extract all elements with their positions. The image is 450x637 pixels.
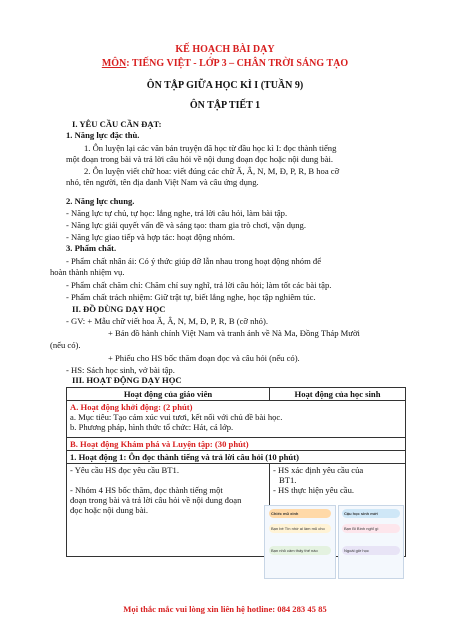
material-line-2: + Bản đồ hành chính Việt Nam và tranh ảnh về Nà Ma, Đồng Tháp Mười <box>108 328 360 338</box>
activity-a-cell <box>67 401 406 438</box>
material-line-5: - HS: Sách học sinh, vở bài tập. <box>66 365 175 375</box>
table-row <box>67 451 406 464</box>
subject-line <box>0 58 450 69</box>
material-line-3: (nếu có). <box>50 340 81 350</box>
student-line-2: BT1. <box>279 475 297 485</box>
material-line-4: + Phiếu cho HS bốc thăm đoạn đọc và câu hỏi (nếu có). <box>108 353 300 363</box>
right-caption: Cậu học sinh mới <box>342 509 400 518</box>
right-question-2: Ngoài giờ học <box>342 546 400 555</box>
subsection-general-competence: 2. Năng lực chung. <box>66 196 135 206</box>
section-activities: III. HOẠT ĐỘNG DẠY HỌC <box>72 375 182 385</box>
hotline-footer: Mọi thắc mắc vui lòng xin liên hệ hotline: 084 283 45 85 <box>123 604 327 614</box>
left-caption: Chiếc mũ xinh <box>269 509 331 518</box>
material-line-1: - GV: + Mẫu chữ viết hoa Ă, Â, N, M, Đ, P, R, B (cỡ nhỏ). <box>66 316 268 326</box>
subsection-specific-competence: 1. Năng lực đặc thù. <box>66 130 140 140</box>
activity-a-title: A. Hoạt động khởi động: (2 phút) <box>70 402 193 412</box>
section-materials: II. ĐỒ DÙNG DẠY HỌC <box>72 304 166 314</box>
student-line-3: - HS thực hiện yêu cầu. <box>273 485 355 495</box>
competence-line-2: - Năng lực giải quyết vấn đề và sáng tạo: tham gia trò chơi, vận dụng. <box>66 220 306 230</box>
left-question-2: Bạn nhỏ cảm thấy thế nào <box>269 546 331 555</box>
student-line-1: - HS xác định yêu cầu của <box>273 465 364 475</box>
activity-b-title: B. Hoạt động Khám phá và Luyện tập: (30 phút) <box>67 438 406 451</box>
col-teacher-header: Hoạt động của giáo viên <box>67 388 270 401</box>
lesson-title: ÔN TẬP TIẾT 1 <box>189 100 261 111</box>
quality-line-1: - Phẩm chất nhân ái: Có ý thức giúp đỡ lẫn nhau trong hoạt động nhóm để <box>66 256 322 266</box>
textbook-image-left <box>264 505 336 579</box>
teacher-line-4: đọc hoặc nội dung bài. <box>70 505 149 515</box>
activity-b1-title: 1. Hoạt động 1: Ôn đọc thành tiếng và trả lời câu hỏi (10 phút) <box>67 451 406 464</box>
teacher-activity-cell <box>67 464 270 557</box>
objective-line-3: 2. Ôn luyện viết chữ hoa: viết đúng các chữ Ă, Â, N, M, Đ, P, R, B hoa cỡ <box>84 166 340 176</box>
teacher-line-1: - Yêu cầu HS đọc yêu cầu BT1. <box>70 465 179 475</box>
textbook-image-right <box>338 505 404 579</box>
competence-line-3: - Năng lực giao tiếp và hợp tác: hoạt động nhóm. <box>66 232 235 242</box>
objective-line-2: một đoạn trong bài và trả lời câu hỏi về nội dung đoạn đọc hoặc nội dung bài. <box>66 154 334 164</box>
subsection-qualities: 3. Phẩm chất. <box>66 243 117 253</box>
table-row <box>67 401 406 438</box>
unit-title: ÔN TẬP GIỮA HỌC KÌ I (TUẦN 9) <box>146 80 304 91</box>
right-question-1: Bạn Bi Bình nghĩ gì <box>342 524 400 533</box>
objective-line-1: 1. Ôn luyện lại các văn bản truyện đã học từ đầu học kì I: đọc thành tiếng <box>84 143 337 153</box>
teacher-line-2: - Nhóm 4 HS bốc thăm, đọc thành tiếng một <box>70 485 223 495</box>
subject-rest: : TIẾNG VIỆT - LỚP 3 – CHÂN TRỜI SÁNG TẠO <box>126 58 349 69</box>
quality-line-2: hoàn thành nhiệm vụ. <box>50 267 125 277</box>
table-row <box>67 438 406 451</box>
subject-label: MÔN <box>101 58 127 69</box>
section-objectives: I. YÊU CẦU CẦN ĐẠT: <box>72 119 162 129</box>
activity-a-line-1: a. Mục tiêu: Tạo cảm xúc vui tươi, kết nối với chủ đề bài học. <box>70 412 283 422</box>
col-student-header: Hoạt động của học sinh <box>270 388 406 401</box>
objective-line-4: nhỏ, tên người, tên địa danh Việt Nam và câu ứng dụng. <box>66 177 259 187</box>
activity-a-line-2: b. Phương pháp, hình thức tổ chức: Hát, cả lớp. <box>70 422 234 432</box>
competence-line-1: - Năng lực tự chủ, tự học: lắng nghe, trả lời câu hỏi, làm bài tập. <box>66 208 288 218</box>
left-question-1: Bạn bé Tín nhờ ai làm mũ cho <box>269 524 331 533</box>
teacher-line-3: đoạn trong bài và trả lời câu hỏi về nội dung đoạn <box>70 495 242 505</box>
quality-line-4: - Phẩm chất trách nhiệm: Giữ trật tự, biết lắng nghe, học tập nghiêm túc. <box>66 292 316 302</box>
plan-title: KẾ HOẠCH BÀI DẠY <box>175 44 275 55</box>
table-header-row <box>67 388 406 401</box>
quality-line-3: - Phẩm chất chăm chỉ: Chăm chỉ suy nghĩ, trả lời câu hỏi; làm tốt các bài tập. <box>66 280 332 290</box>
